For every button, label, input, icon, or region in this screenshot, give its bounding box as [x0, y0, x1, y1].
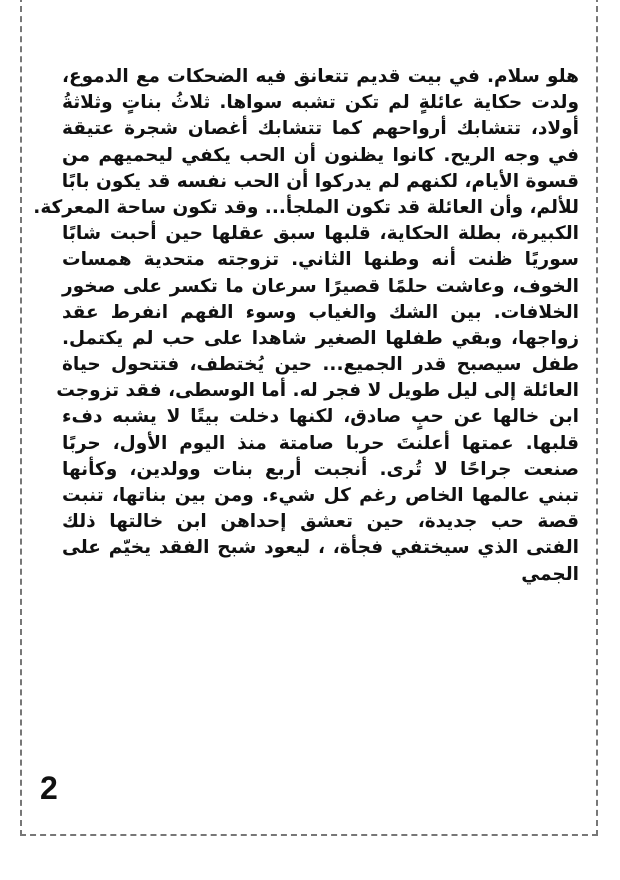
text-line: العائلة إلى ليل طويل لا فجر له. أما الوسطى، فقد تزوجت: [56, 380, 579, 402]
text-line: الجمي: [521, 563, 579, 585]
text-line: زواجها، وبقي طفلها الصغير شاهدا على حب لم يكتمل.: [62, 327, 579, 349]
text-line: الخوف، وعاشت حلمًا قصيرًا سرعان ما تكسر على صخور: [62, 275, 579, 297]
text-line: أولاد، تتشابك أرواحهم كما تتشابك أغصان شجرة عتيقة: [62, 118, 579, 140]
text-line: ولدت حكاية عائلةٍ لم تكن تشبه سواها. ثلاثُ بناتٍ وثلاثةُ: [62, 92, 579, 114]
text-line: هلو سلام. في بيت قديم تتعانق فيه الضحكات مع الدموع،: [62, 66, 579, 87]
body-text: [33, 64, 579, 588]
text-line: تبني عالمها الخاص رغم كل شيء. ومن بين بناتها، تنبت: [62, 485, 579, 506]
text-line: الكبيرة، بطلة الحكاية، قلبها سبق عقلها حين أحبت شابًا: [62, 223, 579, 245]
text-line: قصة حب جديدة، حين تعشق إحداهن ابن خالتها ذلك: [62, 511, 579, 533]
text-line: الخلافات. بين الشك والغياب وسوء الفهم انفرط عقد: [62, 301, 579, 323]
text-line: الفتى الذي سيختفي فجأة، ، ليعود شبح الفقد يخيّم على: [62, 537, 579, 559]
page-number: 2: [40, 770, 58, 806]
text-line: صنعت جراحًا لا تُرى. أنجبت أربع بنات وولدين، وكأنها: [62, 458, 579, 480]
text-line: سوريًا ظنت أنه وطنها الثاني. تزوجته متحدية همسات: [62, 249, 579, 271]
text-line: للألم، وأن العائلة قد تكون الملجأ... وقد تكون ساحة المعركة.: [33, 196, 579, 218]
text-line: ابن خالها عن حبٍ صادق، لكنها دخلت بيتًا لا يشبه دفء: [62, 406, 579, 428]
text-line: قسوة الأيام، لكنهم لم يدركوا أن الحب نفسه قد يكون بابًا: [61, 170, 579, 192]
text-line: قلبها. عمتها أعلنتَ حربا صامتة منذ اليوم الأول، حربًا: [62, 432, 579, 454]
text-line: في وجه الريح. كانوا يظنون أن الحب يكفي ليحميهم من: [62, 144, 579, 166]
text-line: طفل سيصبح قدر الجميع... حين يُختطف، فتتحول حياة: [62, 354, 579, 376]
